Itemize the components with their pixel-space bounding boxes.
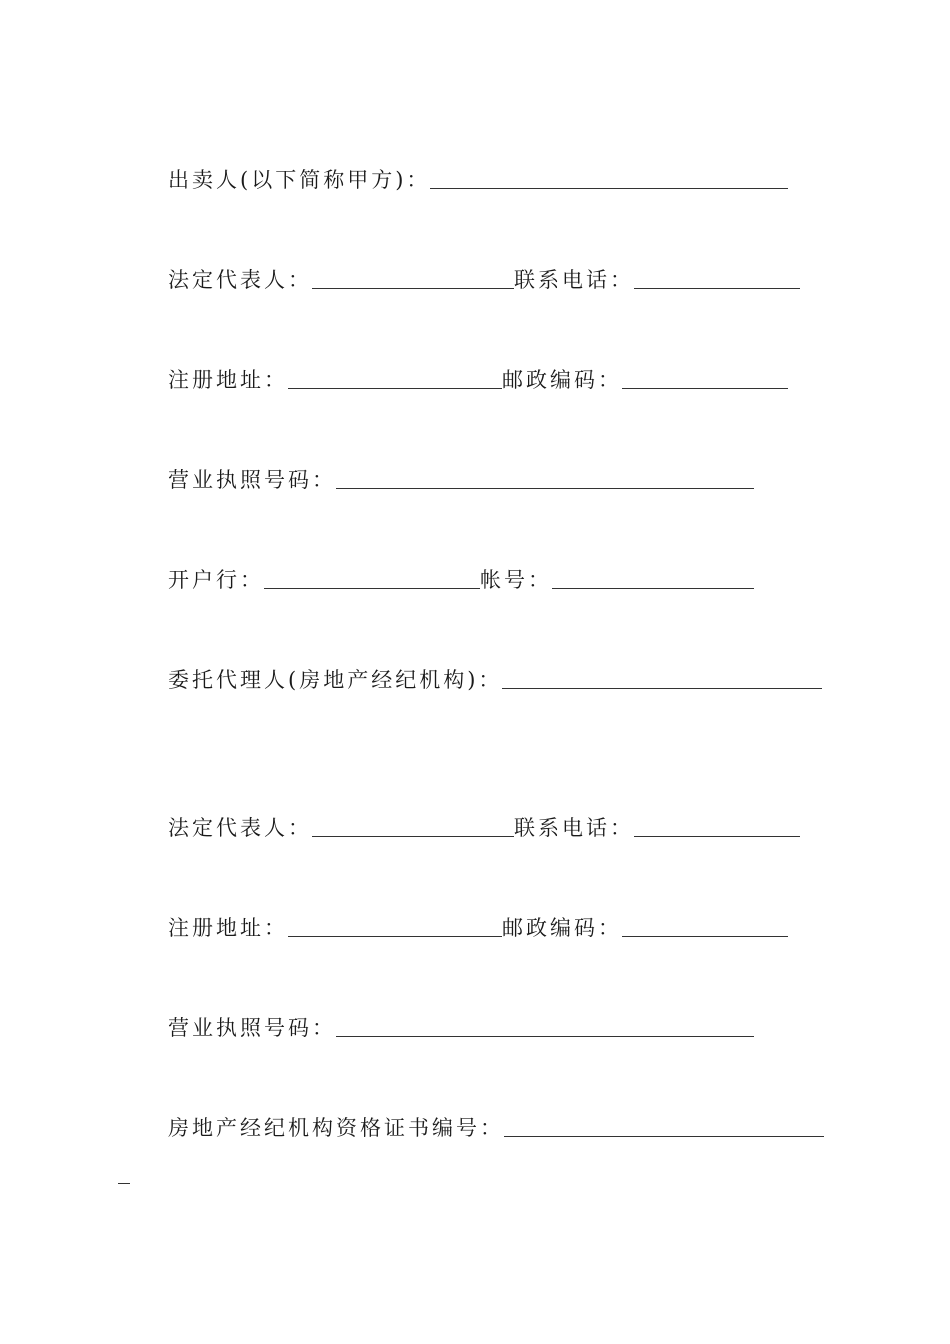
agent-legal-rep-blank[interactable] — [312, 816, 514, 837]
legal-rep-row — [168, 262, 800, 292]
license-blank[interactable] — [336, 468, 754, 489]
qualification-blank[interactable] — [504, 1116, 824, 1137]
seller-blank[interactable] — [430, 168, 788, 189]
address-row — [168, 362, 788, 392]
agent-legal-rep-label: 法定代表人： — [168, 816, 312, 840]
agent-row — [168, 662, 822, 692]
account-label: 帐号： — [480, 568, 552, 592]
legal-rep-label: 法定代表人： — [168, 268, 312, 292]
agent-postal-code-blank[interactable] — [622, 916, 788, 937]
bank-row — [168, 562, 754, 592]
seller-row — [168, 162, 788, 192]
bank-blank[interactable] — [264, 568, 480, 589]
footer-dash — [118, 1183, 130, 1184]
agent-address-blank[interactable] — [288, 916, 502, 937]
address-blank[interactable] — [288, 368, 502, 389]
qualification-row — [168, 1110, 824, 1140]
agent-license-label: 营业执照号码： — [168, 1016, 336, 1040]
agent-legal-rep-row — [168, 810, 800, 840]
agent-license-blank[interactable] — [336, 1016, 754, 1037]
agent-blank[interactable] — [502, 668, 822, 689]
license-label: 营业执照号码： — [168, 468, 336, 492]
agent-label: 委托代理人(房地产经纪机构)： — [168, 668, 503, 692]
postal-code-blank[interactable] — [622, 368, 788, 389]
phone-label: 联系电话： — [514, 268, 634, 292]
phone-blank[interactable] — [634, 268, 800, 289]
account-blank[interactable] — [552, 568, 754, 589]
agent-phone-blank[interactable] — [634, 816, 800, 837]
agent-address-row — [168, 910, 788, 940]
postal-code-label: 邮政编码： — [502, 368, 622, 392]
qualification-label: 房地产经纪机构资格证书编号： — [168, 1116, 504, 1140]
license-row — [168, 462, 754, 492]
seller-label: 出卖人(以下简称甲方)： — [168, 168, 431, 192]
agent-postal-code-label: 邮政编码： — [502, 916, 622, 940]
agent-address-label: 注册地址： — [168, 916, 288, 940]
agent-phone-label: 联系电话： — [514, 816, 634, 840]
legal-rep-blank[interactable] — [312, 268, 514, 289]
agent-license-row — [168, 1010, 754, 1040]
address-label: 注册地址： — [168, 368, 288, 392]
bank-label: 开户行： — [168, 568, 264, 592]
